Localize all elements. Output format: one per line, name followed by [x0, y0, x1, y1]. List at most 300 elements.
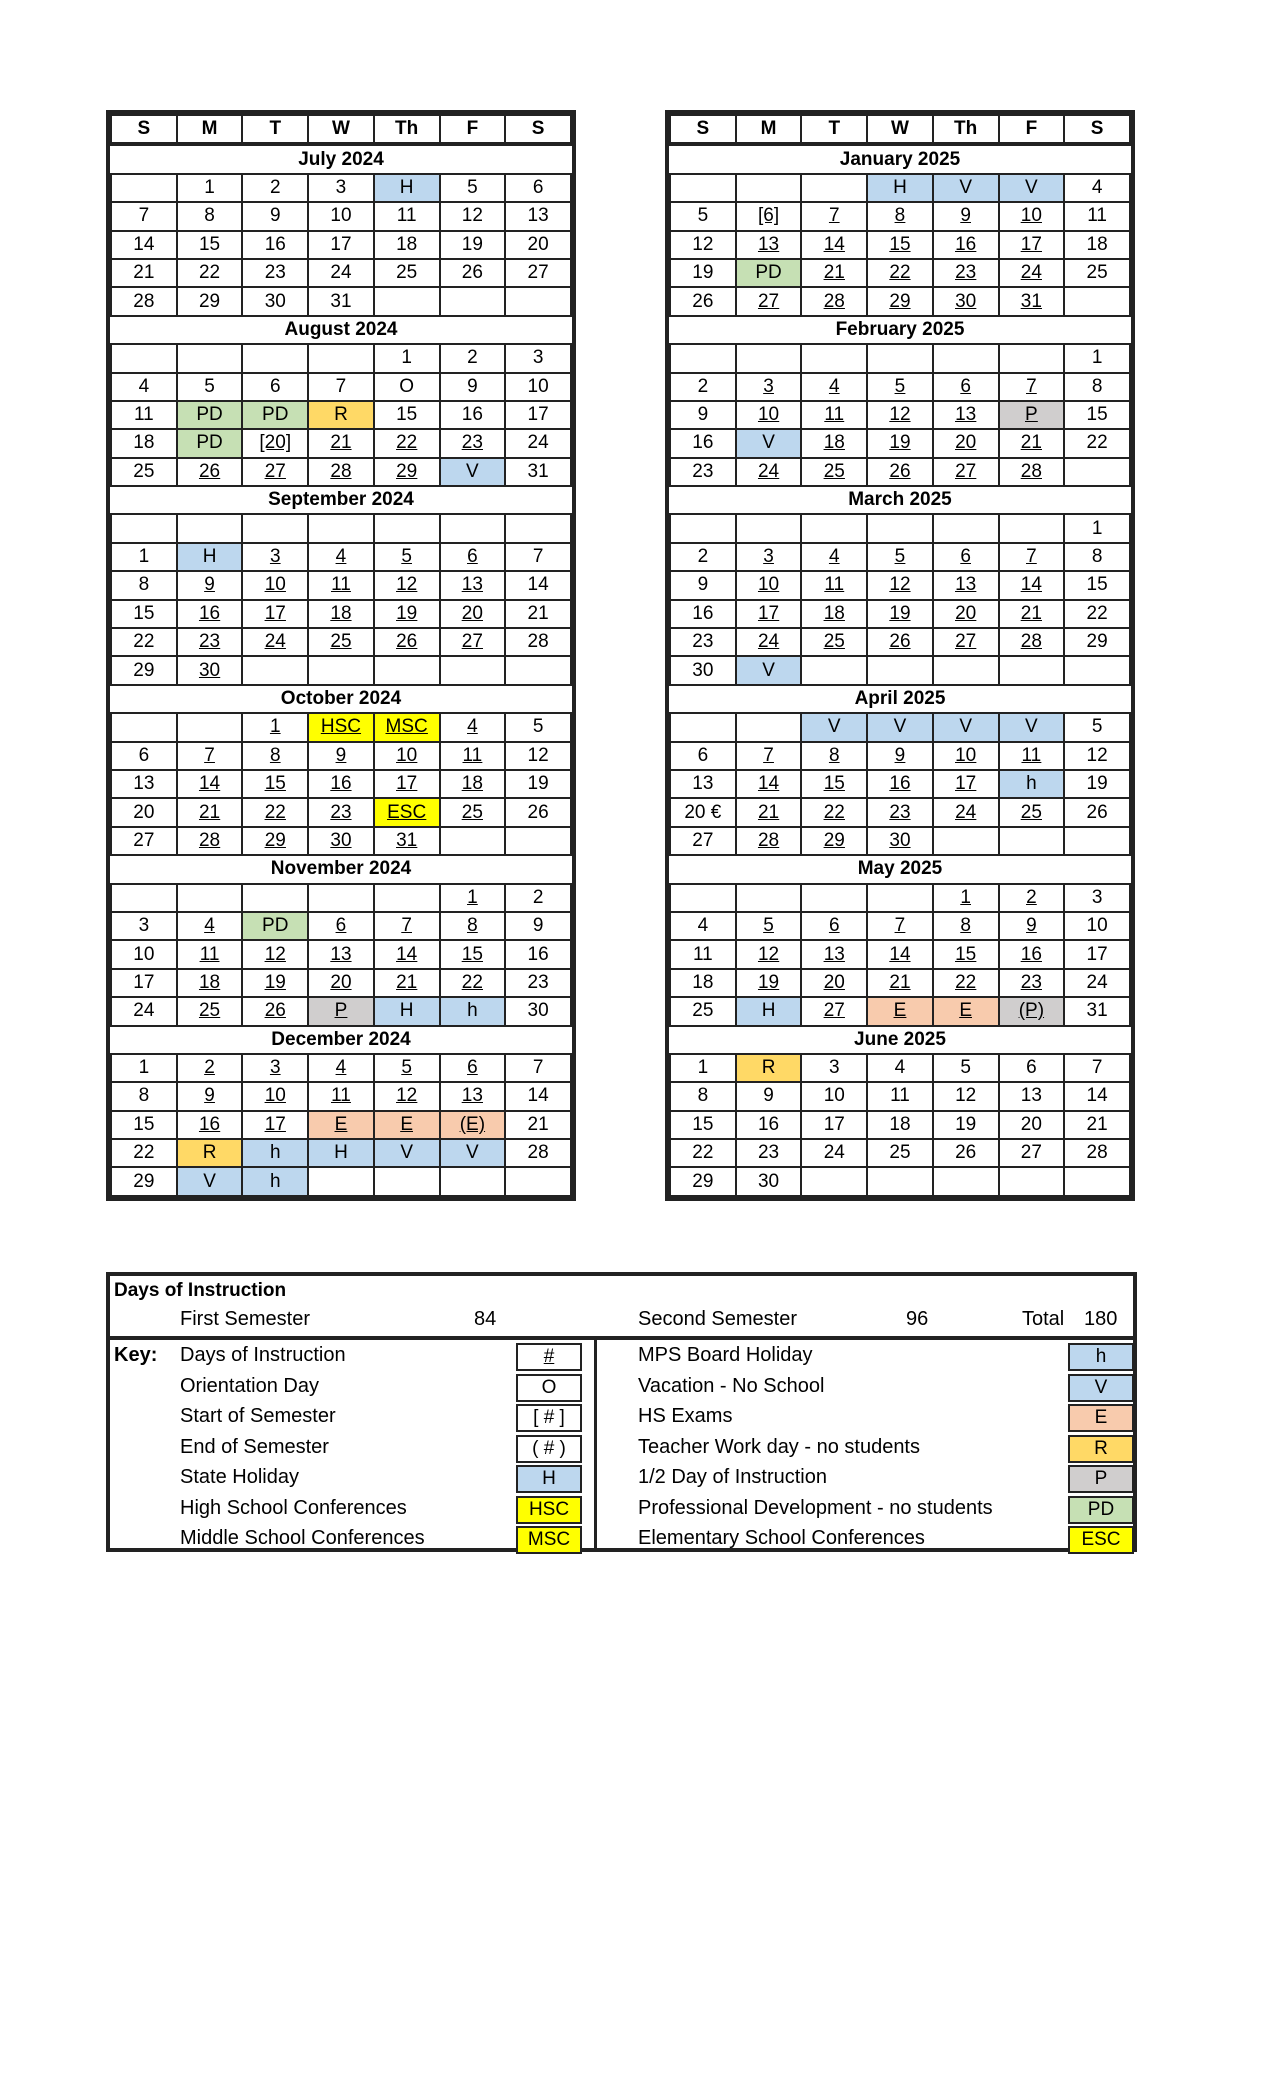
day-cell [374, 1139, 440, 1167]
day-label: 18 [1086, 233, 1108, 255]
day-label: 16 [1020, 943, 1042, 965]
day-cell [374, 1054, 440, 1082]
day-label: 3 [763, 375, 774, 397]
day-cell [670, 656, 736, 684]
day-label: R [334, 404, 348, 426]
day-label: PD [262, 404, 289, 426]
day-cell [308, 259, 374, 287]
day-cell [440, 543, 506, 571]
month-title: May 2025 [670, 855, 1130, 883]
day-label: 12 [461, 205, 483, 227]
week-row [111, 798, 571, 826]
day-cell [999, 969, 1065, 997]
day-cell [867, 571, 933, 599]
day-label: 1 [269, 716, 281, 738]
day-label: 16 [461, 404, 483, 426]
day-cell [505, 656, 571, 684]
day-cell [177, 884, 243, 912]
week-row [111, 344, 571, 372]
day-label: 15 [461, 943, 483, 965]
day-cell [670, 571, 736, 599]
day-cell [1064, 231, 1130, 259]
day-label: 16 [692, 602, 714, 624]
day-label: 18 [461, 773, 483, 795]
day-label: 25 [133, 460, 155, 482]
day-label: 6 [828, 915, 840, 937]
day-cell [999, 940, 1065, 968]
total-value: 180 [1084, 1308, 1118, 1330]
day-label: 19 [527, 773, 549, 795]
day-cell [177, 1054, 243, 1082]
day-label: 22 [133, 631, 155, 653]
day-label: 25 [1020, 801, 1042, 823]
day-label: 16 [757, 1113, 780, 1135]
day-label: 4 [828, 546, 840, 568]
day-cell [308, 458, 374, 486]
day-label: 15 [198, 233, 221, 255]
day-label: 27 [757, 290, 780, 312]
day-label: 21 [889, 971, 911, 993]
day-label: 7 [335, 375, 347, 397]
key-description: MPS Board Holiday [638, 1344, 813, 1366]
day-cell [1064, 600, 1130, 628]
day-cell [801, 600, 867, 628]
day-cell [801, 429, 867, 457]
day-cell [374, 543, 440, 571]
day-label: 2 [697, 546, 709, 568]
week-row [111, 543, 571, 571]
key-symbol: h [1068, 1343, 1134, 1371]
day-label: 3 [269, 546, 281, 568]
day-label: 9 [204, 574, 215, 596]
day-label: 24 [955, 801, 977, 823]
day-label: 10 [955, 744, 977, 766]
day-label: 24 [823, 1142, 845, 1164]
day-cell [670, 827, 736, 855]
day-label: PD [196, 404, 223, 426]
week-row [670, 571, 1130, 599]
day-cell [177, 827, 243, 855]
week-row [111, 429, 571, 457]
week-row [670, 1139, 1130, 1167]
week-row [670, 827, 1130, 855]
day-label: (E) [459, 1113, 486, 1135]
day-cell [867, 884, 933, 912]
day-cell [801, 997, 867, 1025]
day-cell [111, 344, 177, 372]
day-cell [867, 742, 933, 770]
day-cell [440, 458, 506, 486]
day-cell [933, 940, 999, 968]
day-cell [308, 1167, 374, 1195]
day-cell [374, 940, 440, 968]
day-cell [933, 259, 999, 287]
day-cell [440, 1111, 506, 1139]
week-row [670, 884, 1130, 912]
key-symbol: O [516, 1374, 582, 1402]
day-label: 23 [330, 801, 352, 823]
day-cell [736, 287, 802, 315]
day-cell [999, 1167, 1065, 1195]
day-cell [111, 514, 177, 542]
weekday-header: W [308, 115, 374, 144]
day-label: 16 [198, 602, 221, 624]
week-row [111, 713, 571, 741]
day-label: 25 [1086, 262, 1108, 284]
week-row [111, 1054, 571, 1082]
day-cell [867, 912, 933, 940]
day-label: 9 [1026, 915, 1037, 937]
day-cell [670, 429, 736, 457]
day-cell [867, 713, 933, 741]
day-cell [242, 969, 308, 997]
day-label: 17 [133, 971, 155, 993]
day-cell [801, 884, 867, 912]
day-cell [177, 429, 243, 457]
week-row [111, 1139, 571, 1167]
day-label: 13 [133, 773, 155, 795]
day-cell [801, 742, 867, 770]
day-label: 30 [198, 659, 221, 681]
day-cell [440, 656, 506, 684]
day-label: 28 [1086, 1142, 1108, 1164]
day-label: 6 [138, 744, 150, 766]
day-cell [242, 1082, 308, 1110]
day-cell [505, 884, 571, 912]
day-cell [933, 827, 999, 855]
day-cell [177, 543, 243, 571]
day-label: 14 [133, 233, 155, 255]
day-cell [440, 884, 506, 912]
day-label: 24 [527, 432, 549, 454]
day-cell [867, 969, 933, 997]
day-cell [670, 231, 736, 259]
week-row [670, 202, 1130, 230]
day-cell [736, 742, 802, 770]
day-label: 1 [467, 886, 478, 908]
day-label: H [893, 176, 907, 198]
day-cell [933, 231, 999, 259]
day-label: 9 [697, 574, 709, 596]
day-label: 5 [467, 176, 478, 198]
day-label: 20 [330, 971, 352, 993]
day-cell [736, 373, 802, 401]
day-label: 8 [960, 915, 971, 937]
week-row [111, 458, 571, 486]
day-cell [1064, 344, 1130, 372]
day-label: V [827, 716, 841, 738]
day-label: P [334, 1000, 348, 1022]
day-label: 14 [198, 773, 221, 795]
key-description: 1/2 Day of Instruction [638, 1466, 827, 1488]
month-title: June 2025 [670, 1026, 1130, 1054]
day-cell [177, 202, 243, 230]
day-label: 8 [204, 205, 215, 227]
weekday-header-row [111, 115, 571, 144]
day-cell [505, 231, 571, 259]
day-label: 17 [330, 233, 352, 255]
day-label: E [400, 1113, 413, 1135]
month-title-row [670, 685, 1130, 713]
day-label: 4 [1091, 176, 1103, 198]
week-row [111, 600, 571, 628]
day-label: 13 [955, 574, 977, 596]
day-label: 14 [1020, 574, 1042, 596]
day-cell [736, 940, 802, 968]
day-cell [999, 373, 1065, 401]
day-cell [440, 259, 506, 287]
day-cell [374, 344, 440, 372]
weekday-header: Th [933, 115, 999, 144]
day-cell [1064, 912, 1130, 940]
key-symbol: # [516, 1343, 582, 1371]
day-cell [111, 770, 177, 798]
day-cell [177, 344, 243, 372]
day-cell [111, 1111, 177, 1139]
day-cell [374, 628, 440, 656]
day-label: 25 [692, 1000, 714, 1022]
day-cell [308, 713, 374, 741]
day-cell [670, 969, 736, 997]
day-cell [177, 259, 243, 287]
day-cell [111, 458, 177, 486]
day-label: 12 [757, 943, 780, 965]
week-row [670, 1082, 1130, 1110]
day-cell [177, 997, 243, 1025]
day-cell [933, 174, 999, 202]
day-label: 30 [955, 290, 977, 312]
day-cell [177, 713, 243, 741]
day-label: 15 [1086, 574, 1108, 596]
day-label: 26 [198, 460, 221, 482]
week-row [111, 940, 571, 968]
day-label: 7 [1026, 546, 1037, 568]
day-cell [867, 458, 933, 486]
day-label: 4 [467, 716, 478, 738]
day-cell [736, 231, 802, 259]
day-label: 8 [697, 1085, 709, 1107]
day-label: 23 [692, 460, 714, 482]
day-label: 23 [692, 631, 714, 653]
day-cell [242, 174, 308, 202]
day-label: 15 [396, 404, 418, 426]
day-cell [999, 1082, 1065, 1110]
day-cell [374, 401, 440, 429]
day-cell [308, 628, 374, 656]
day-label: 13 [692, 773, 714, 795]
day-label: 12 [264, 943, 286, 965]
week-row [111, 373, 571, 401]
day-cell [242, 656, 308, 684]
day-cell [440, 174, 506, 202]
day-label: 9 [697, 404, 709, 426]
day-cell [242, 231, 308, 259]
day-cell [801, 458, 867, 486]
day-label: 27 [264, 460, 286, 482]
day-cell [801, 628, 867, 656]
day-label: 10 [264, 574, 286, 596]
total-label: Total [1022, 1308, 1065, 1330]
day-cell [933, 1082, 999, 1110]
day-cell [242, 713, 308, 741]
day-cell [801, 174, 867, 202]
key-symbol: [ # ] [516, 1404, 582, 1432]
week-row [111, 259, 571, 287]
day-cell [242, 742, 308, 770]
day-cell [505, 344, 571, 372]
day-label: 22 [1086, 602, 1108, 624]
week-row [111, 742, 571, 770]
weekday-header: S [505, 115, 571, 144]
day-cell [308, 827, 374, 855]
day-label: 20 [527, 233, 549, 255]
day-label: 5 [401, 546, 412, 568]
day-label: 10 [396, 744, 418, 766]
day-label: 17 [757, 602, 780, 624]
day-label: [6] [757, 205, 780, 227]
day-label: 27 [955, 631, 977, 653]
week-row [670, 997, 1130, 1025]
day-label: 30 [889, 829, 911, 851]
day-label: 22 [133, 1142, 155, 1164]
day-cell [374, 174, 440, 202]
day-label: 15 [889, 233, 911, 255]
day-cell [736, 656, 802, 684]
day-label: 11 [331, 574, 351, 596]
day-label: 25 [461, 801, 483, 823]
day-cell [505, 571, 571, 599]
day-label: 28 [198, 829, 221, 851]
day-cell [440, 770, 506, 798]
day-cell [867, 600, 933, 628]
day-label: 11 [396, 205, 417, 227]
day-cell [999, 770, 1065, 798]
day-cell [801, 344, 867, 372]
day-label: 17 [1086, 943, 1108, 965]
day-label: 13 [757, 233, 780, 255]
day-label: 29 [823, 829, 845, 851]
day-cell [111, 429, 177, 457]
day-cell [505, 600, 571, 628]
day-cell [736, 202, 802, 230]
day-label: 2 [467, 347, 478, 369]
day-label: 8 [894, 205, 906, 227]
week-row [111, 1111, 571, 1139]
day-label: 29 [1086, 631, 1108, 653]
day-cell [242, 458, 308, 486]
day-label: 8 [138, 1085, 150, 1107]
day-cell [440, 628, 506, 656]
day-cell [374, 373, 440, 401]
week-row [670, 628, 1130, 656]
day-cell [505, 628, 571, 656]
day-cell [374, 1082, 440, 1110]
day-label: 3 [1091, 886, 1103, 908]
day-label: (P) [1018, 1000, 1045, 1022]
day-cell [801, 798, 867, 826]
week-row [670, 543, 1130, 571]
day-cell [374, 600, 440, 628]
weekday-header: S [1064, 115, 1130, 144]
key-description: Professional Development - no students [638, 1496, 993, 1519]
day-cell [374, 997, 440, 1025]
day-cell [374, 287, 440, 315]
day-cell [440, 1139, 506, 1167]
day-cell [505, 770, 571, 798]
day-cell [505, 912, 571, 940]
day-label: 9 [894, 744, 906, 766]
day-label: 11 [133, 404, 154, 426]
day-label: 28 [757, 829, 780, 851]
day-label: 29 [133, 1170, 155, 1192]
day-label: 22 [823, 801, 845, 823]
key-description: End of Semester [180, 1435, 329, 1458]
day-label: 30 [527, 1000, 549, 1022]
day-label: 9 [467, 375, 478, 397]
day-label: H [334, 1142, 348, 1164]
day-cell [242, 344, 308, 372]
day-cell [999, 997, 1065, 1025]
day-cell [736, 1167, 802, 1195]
day-cell [111, 742, 177, 770]
day-cell [440, 1082, 506, 1110]
day-cell [1064, 174, 1130, 202]
day-label: 20 € [684, 801, 722, 823]
day-cell [177, 940, 243, 968]
day-cell [801, 202, 867, 230]
day-cell [1064, 827, 1130, 855]
day-label: h [269, 1142, 281, 1164]
month-title-row [670, 316, 1130, 344]
day-label: 11 [824, 574, 845, 596]
day-label: R [202, 1142, 217, 1164]
day-label: 14 [1086, 1085, 1108, 1107]
day-label: 31 [330, 290, 352, 312]
day-cell [440, 429, 506, 457]
day-label: 19 [692, 262, 714, 284]
day-cell [933, 344, 999, 372]
day-label: 29 [396, 460, 418, 482]
day-cell [308, 202, 374, 230]
day-label: 30 [757, 1170, 780, 1192]
day-label: 21 [527, 602, 549, 624]
day-cell [1064, 940, 1130, 968]
day-cell [242, 600, 308, 628]
day-label: [20] [259, 432, 292, 454]
day-label: 28 [823, 290, 845, 312]
weekday-header: F [999, 115, 1065, 144]
week-row [670, 656, 1130, 684]
day-label: 7 [763, 744, 774, 766]
day-label: 2 [697, 375, 709, 397]
day-cell [670, 543, 736, 571]
day-cell [933, 514, 999, 542]
weekday-header: Th [374, 115, 440, 144]
day-label: 18 [330, 602, 352, 624]
day-cell [999, 543, 1065, 571]
day-label: 20 [461, 602, 483, 624]
day-cell [999, 656, 1065, 684]
day-cell [933, 1167, 999, 1195]
day-cell [1064, 1167, 1130, 1195]
day-label: 30 [264, 290, 286, 312]
day-cell [111, 373, 177, 401]
day-label: HSC [320, 716, 362, 738]
day-label: 10 [757, 574, 780, 596]
week-row [670, 969, 1130, 997]
day-cell [177, 1139, 243, 1167]
day-cell [440, 997, 506, 1025]
